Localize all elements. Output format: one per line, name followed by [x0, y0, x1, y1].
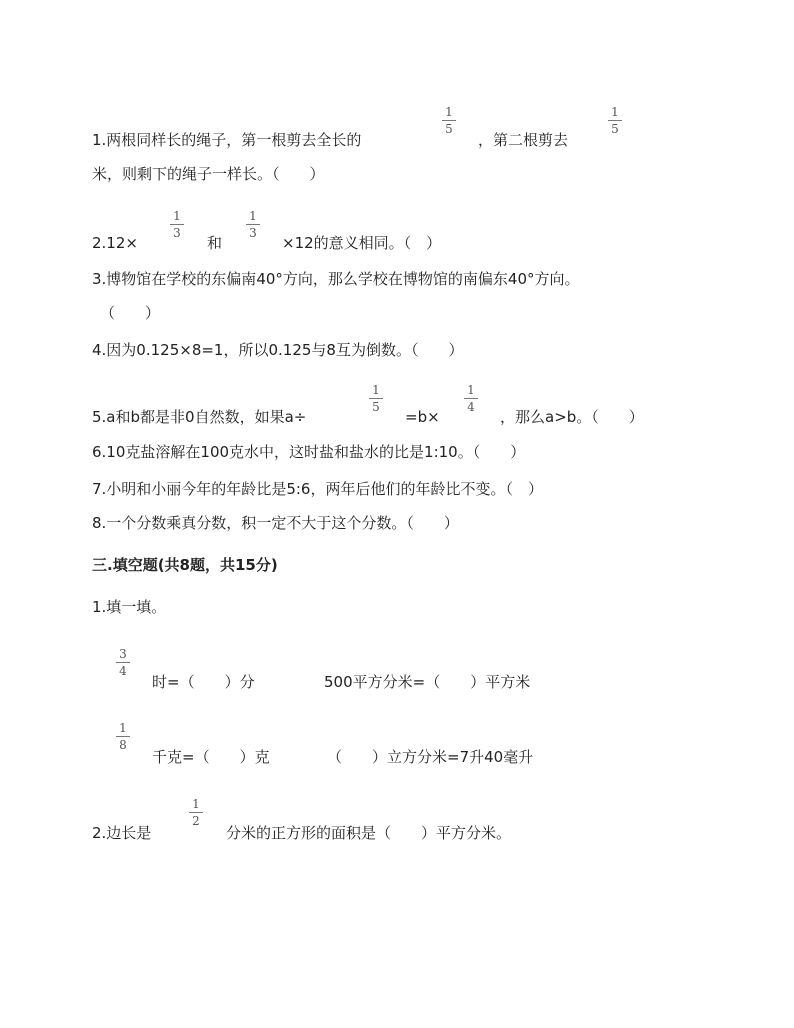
judge-q3-text-a: 3.博物馆在学校的东偏南40°方向，那么学校在博物馆的南偏东40°方向。 — [92, 270, 580, 288]
judge-q1-text-c: 米，则剩下的绳子一样长。（ ） — [92, 165, 325, 183]
fraction-numerator: 3 — [119, 647, 127, 661]
fraction-denominator: 5 — [445, 122, 453, 136]
fraction-one-eighth — [116, 722, 130, 751]
fraction-denominator: 4 — [119, 664, 127, 678]
fraction-denominator: 8 — [119, 738, 127, 752]
fraction-numerator: 1 — [192, 797, 200, 811]
fraction-bar — [116, 736, 130, 737]
fraction-numerator: 1 — [445, 105, 453, 119]
judge-q2-text-c: ×12的意义相同。（ ） — [282, 234, 442, 252]
fraction-one-third — [246, 210, 260, 239]
fraction-denominator: 4 — [467, 400, 475, 414]
fraction-bar — [246, 224, 260, 225]
fill-q1-kg-to-grams: 千克=（ ）克 — [152, 748, 270, 766]
fraction-numerator: 1 — [611, 105, 619, 119]
fraction-bar — [442, 120, 456, 121]
fraction-bar — [189, 812, 203, 813]
fraction-one-fourth — [464, 384, 478, 413]
judge-q2-text-b: 和 — [207, 234, 223, 252]
fraction-denominator: 5 — [611, 122, 619, 136]
fill-q1-area-conversion: 500平方分米=（ ）平方米 — [324, 673, 531, 691]
fraction-denominator: 2 — [192, 814, 200, 828]
fill-q2-text-a: 2.边长是 — [92, 824, 152, 842]
judge-q6-text: 6.10克盐溶解在100克水中，这时盐和盐水的比是1:10。（ ） — [92, 443, 526, 461]
fraction-numerator: 1 — [119, 721, 127, 735]
judge-q5-text-a: 5.a和b都是非0自然数，如果a÷ — [92, 408, 307, 426]
judge-q1-text-b: ，第二根剪去 — [478, 131, 569, 149]
fill-q2-text-b: 分米的正方形的面积是（ ）平方分米。 — [226, 824, 512, 842]
fraction-one-fifth — [369, 384, 383, 413]
fraction-numerator: 1 — [249, 209, 257, 223]
fraction-numerator: 1 — [173, 209, 181, 223]
judge-q7-text: 7.小明和小丽今年的年龄比是5:6，两年后他们的年龄比不变。（ ） — [92, 480, 543, 498]
fill-q1-title: 1.填一填。 — [92, 598, 167, 616]
fraction-denominator: 5 — [372, 400, 380, 414]
fraction-one-third — [170, 210, 184, 239]
section-heading: 三.填空题(共8题，共15分) — [92, 556, 278, 574]
judge-q5-text-b: =b× — [405, 408, 440, 426]
fraction-denominator: 3 — [249, 226, 257, 240]
judge-q2-text-a: 2.12× — [92, 234, 138, 252]
fraction-one-fifth — [442, 106, 456, 135]
judge-q1-text-a: 1.两根同样长的绳子，第一根剪去全长的 — [92, 131, 362, 149]
fill-q1-hours-to-minutes: 时=（ ）分 — [152, 673, 255, 691]
fraction-bar — [464, 398, 478, 399]
judge-q4-text: 4.因为0.125×8=1，所以0.125与8互为倒数。（ ） — [92, 341, 464, 359]
fraction-bar — [170, 224, 184, 225]
fraction-bar — [116, 662, 130, 663]
judge-q8-text: 8.一个分数乘真分数，积一定不大于这个分数。（ ） — [92, 514, 459, 532]
fraction-numerator: 1 — [372, 383, 380, 397]
judge-q5-text-c: ，那么a>b。（ ） — [500, 408, 644, 426]
fraction-bar — [608, 120, 622, 121]
fraction-three-fourths — [116, 648, 130, 677]
judge-q3-text-b: （ ） — [100, 304, 161, 322]
fraction-denominator: 3 — [173, 226, 181, 240]
fraction-bar — [369, 398, 383, 399]
fraction-one-fifth — [608, 106, 622, 135]
fraction-numerator: 1 — [467, 383, 475, 397]
fill-q1-volume-conversion: （ ）立方分米=7升40毫升 — [327, 748, 534, 766]
fraction-one-half — [189, 798, 203, 827]
